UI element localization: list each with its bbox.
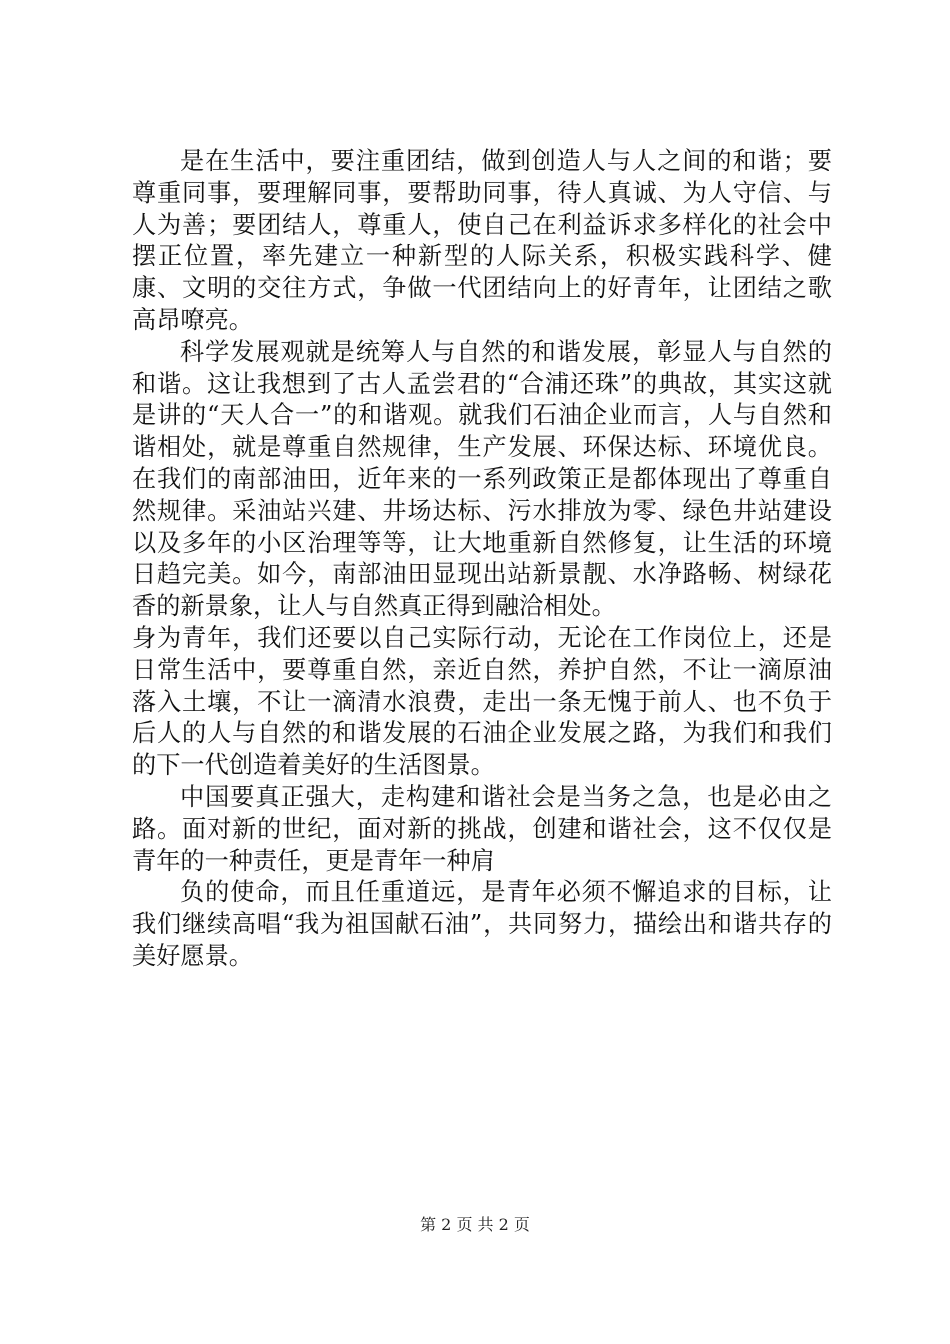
paragraph-unity: 是在生活中，要注重团结，做到创造人与人之间的和谐；要尊重同事，要理解同事，要帮助同事，待人真诚、为人守信、与人为善；要团结人，尊重人，使自己在利益诉求多样化的社会中摆正位置，率先建立一种新型的人际关系，积极实践科学、健康、文明的交往方式，争做一代团结向上的好青年，让团结之歌高昂嘹亮。	[132, 147, 832, 334]
paragraph-mission: 负的使命，而且任重道远，是青年必须不懈追求的目标，让我们继续高唱“我为祖国献石油”，共同努力，描绘出和谐共存的美好愿景。	[132, 878, 832, 970]
document-body	[132, 146, 832, 973]
paragraph-china-strong: 中国要真正强大，走构建和谐社会是当务之急，也是必由之路。面对新的世纪，面对新的挑战，创建和谐社会，这不仅仅是青年的一种责任，更是青年一种肩	[132, 782, 832, 875]
page-number-footer: 第 2 页 共 2 页	[420, 1215, 530, 1234]
paragraph-harmony-nature: 科学发展观就是统筹人与自然的和谐发展，彰显人与自然的和谐。这让我想到了古人孟尝君的“合浦还珠”的典故，其实这就是讲的“天人合一”的和谐观。就我们石油企业而言，人与自然和谐相处，就是尊重自然规律，生产发展、环保达标、环境优良。在我们的南部油田，近年来的一系列政策正是都体现出了尊重自然规律。采油站兴建、井场达标、污水排放为零、绿色井站建设以及多年的小区治理等等，让大地重新自然修复，让生活的环境日趋完美。如今，南部油田显现出站新景靓、水净路畅、树绿花香的新景象，让人与自然真正得到融洽相处。 身为青年，我们还要以自己实际行动，无论在工作岗位上，还是日常生活中，要尊重自然，亲近自然，养护自然，不让一滴原油落入土壤，不让一滴清水浪费，走出一条无愧于前人、也不负于后人的人与自然的和谐发展的石油企业发展之路，为我们和我们的下一代创造着美好的生活图景。	[132, 337, 832, 780]
